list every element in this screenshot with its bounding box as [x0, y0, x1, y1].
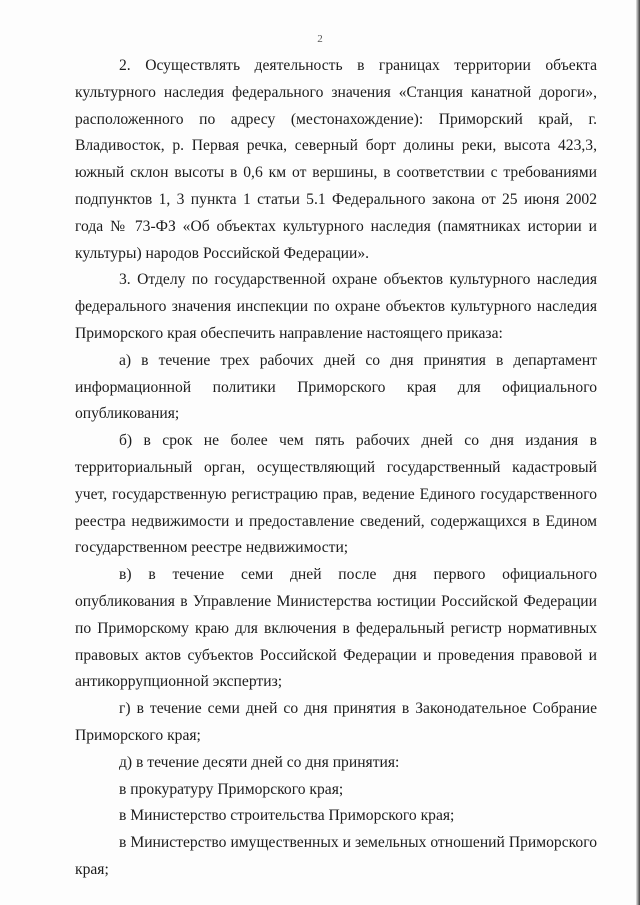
paragraph-subitem-a: а) в течение трех рабочих дней со дня принятия в департамент информационной политики Приморского края для официального опубликования; — [75, 351, 597, 423]
page-number: 2 — [317, 33, 323, 45]
recipient-prosecutor: в прокуратуру Приморского края; — [119, 780, 344, 798]
paragraph-subitem-g: г) в течение семи дней со дня принятия в Законодательное Собрание Приморского края; — [75, 700, 597, 744]
paragraph-subitem-v: в) в течение семи дней после дня первого официального опубликования в Управление Министерства юстиции Российской Федерации по Приморскому краю для включения в федеральный регистр нормативных правовых актов субъектов Российской Федерации и проведения правовой и антикоррупционной экспертиз; — [75, 566, 597, 691]
scan-edge-shadow — [636, 0, 640, 905]
paragraph-item-2: 2. Осуществлять деятельность в границах территории объекта культурного наследия федерального значения «Станция канатной дороги», расположенного по адресу (местонахождение): Приморский край, г. Владивосток, р. Первая речка, северный борт долины реки, высота 423,3, южный склон высоты в 0,6 км от вершины, в соответствии с требованиями подпунктов 1, 3 пункта 1 статьи 5.1 Федерального закона от 25 июня 2002 года № 73-ФЗ «Об объектах культурного наследия (памятниках истории и культуры) народов Российской Федерации». — [75, 57, 597, 262]
paragraph-subitem-b: б) в срок не более чем пять рабочих дней со дня издания в территориальный орган, осуществляющий государственный кадастровый учет, государственную регистрацию прав, ведение Единого государственного реестра недвижимости и предоставление сведений, содержащихся в Едином государственном реестре недвижимости; — [75, 432, 597, 557]
recipient-property-ministry: в Министерство имущественных и земельных отношений Приморского края; — [75, 834, 597, 878]
document-body — [75, 53, 597, 884]
paragraph-subitem-d: д) в течение десяти дней со дня принятия: — [119, 753, 400, 771]
paragraph-item-3: 3. Отделу по государственной охране объектов культурного наследия федерального значения инспекции по охране объектов культурного наследия Приморского края обеспечить направление настоящего приказа: — [75, 271, 597, 342]
recipient-construction-ministry: в Министерство строительства Приморского края; — [119, 807, 455, 825]
